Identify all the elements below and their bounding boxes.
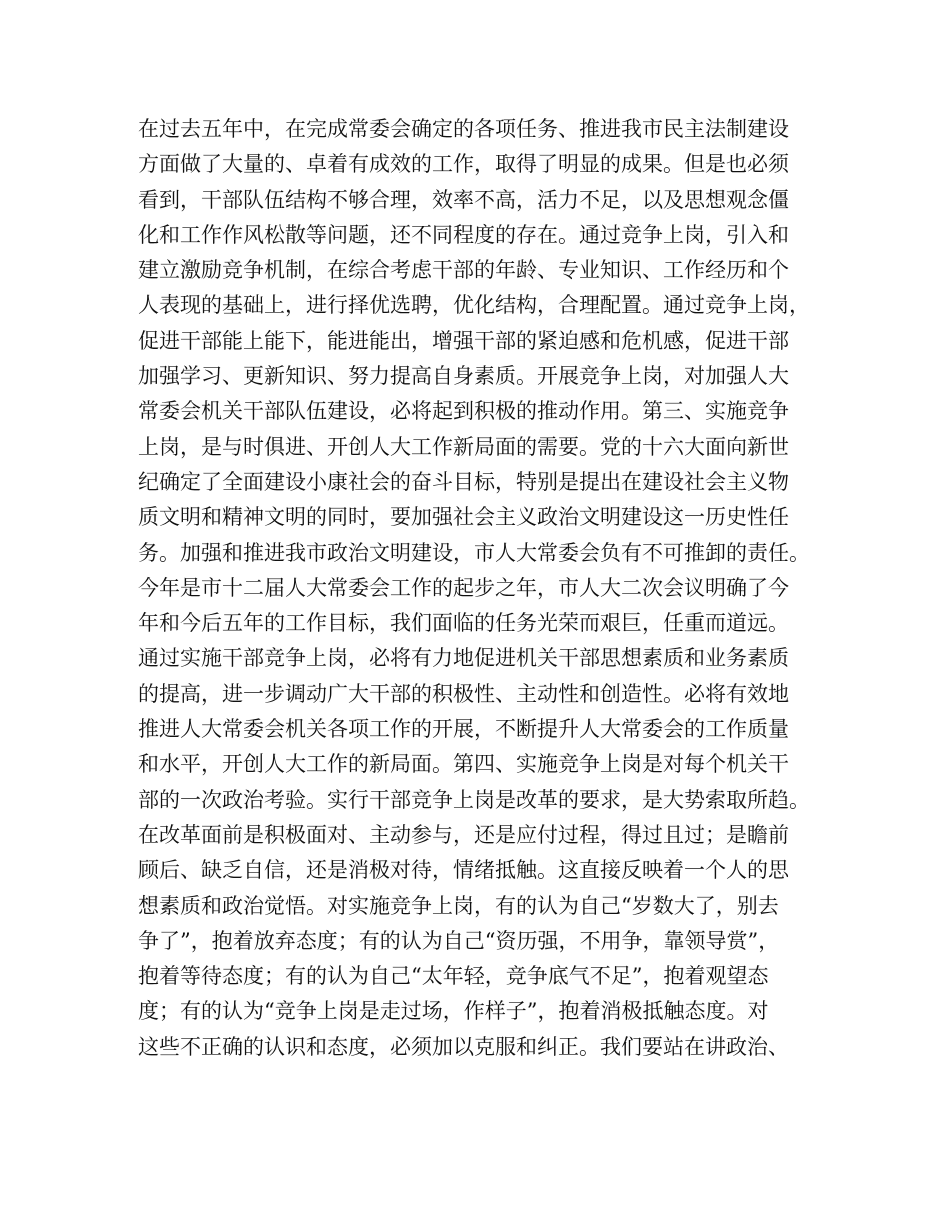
text-line: 年和今后五年的工作目标，我们面临的任务光荣而艰巨，任重而道远。 xyxy=(138,611,789,636)
text-line: 部的一次政治考验。实行干部竞争上岗是改革的要求，是大势索取所趋。 xyxy=(138,787,810,812)
text-line: 纪确定了全面建设小康社会的奋斗目标，特别是提出在建设社会主义物 xyxy=(138,469,789,494)
text-line: 看到，干部队伍结构不够合理，效率不高，活力不足，以及思想观念僵 xyxy=(138,187,789,212)
text-line: 推进人大常委会机关各项工作的开展，不断提升人大常委会的工作质量 xyxy=(138,717,789,742)
text-line: 方面做了大量的、卓着有成效的工作，取得了明显的成果。但是也必须 xyxy=(138,152,789,177)
text-line: 在过去五年中，在完成常委会确定的各项任务、推进我市民主法制建设 xyxy=(138,117,789,141)
text-line: 争了”，抱着放弃态度；有的认为自己“资历强，不用争，靠领导赏”， xyxy=(138,928,780,953)
text-line: 化和工作作风松散等问题，还不同程度的存在。通过竞争上岗，引入和 xyxy=(138,222,789,247)
text-line: 和水平，开创人大工作的新局面。第四、实施竞争上岗是对每个机关干 xyxy=(138,752,789,777)
text-line: 在改革面前是积极面对、主动参与，还是应付过程，得过且过；是瞻前 xyxy=(138,822,789,847)
text-line: 通过实施干部竞争上岗，必将有力地促进机关干部思想素质和业务素质 xyxy=(138,646,789,671)
text-line: 促进干部能上能下，能进能出，增强干部的紧迫感和危机感，促进干部 xyxy=(138,328,789,353)
text-line: 顾后、缺乏自信，还是消极对待，情绪抵触。这直接反映着一个人的思 xyxy=(138,858,789,883)
text-line: 务。加强和推进我市政治文明建设，市人大常委会负有不可推卸的责任。 xyxy=(138,540,810,565)
text-line: 今年是市十二届人大常委会工作的起步之年，市人大二次会议明确了今 xyxy=(138,575,789,600)
text-line: 上岗，是与时俱进、开创人大工作新局面的需要。党的十六大面向新世 xyxy=(138,434,789,459)
body-text xyxy=(138,112,828,1065)
text-line: 常委会机关干部队伍建设，必将起到积极的推动作用。第三、实施竞争 xyxy=(138,399,789,424)
text-line: 想素质和政治觉悟。对实施竞争上岗，有的认为自己“岁数大了，别去 xyxy=(138,893,779,918)
text-line: 质文明和精神文明的同时，要加强社会主义政治文明建设这一历史性任 xyxy=(138,505,789,530)
text-line: 人表现的基础上，进行择优选聘，优化结构，合理配置。通过竞争上岗， xyxy=(138,293,810,318)
text-line: 抱着等待态度；有的认为自己“太年轻，竞争底气不足”，抱着观望态 xyxy=(138,964,769,989)
text-line: 度；有的认为“竞争上岗是走过场，作样子”，抱着消极抵触态度。对 xyxy=(138,999,769,1024)
text-line: 加强学习、更新知识、努力提高自身素质。开展竞争上岗，对加强人大 xyxy=(138,364,789,389)
text-line: 建立激励竞争机制，在综合考虑干部的年龄、专业知识、工作经历和个 xyxy=(138,258,789,283)
text-line: 这些不正确的认识和态度，必须加以克服和纠正。我们要站在讲政治、 xyxy=(138,1034,789,1059)
text-line: 的提高，进一步调动广大干部的积极性、主动性和创造性。必将有效地 xyxy=(138,681,789,706)
